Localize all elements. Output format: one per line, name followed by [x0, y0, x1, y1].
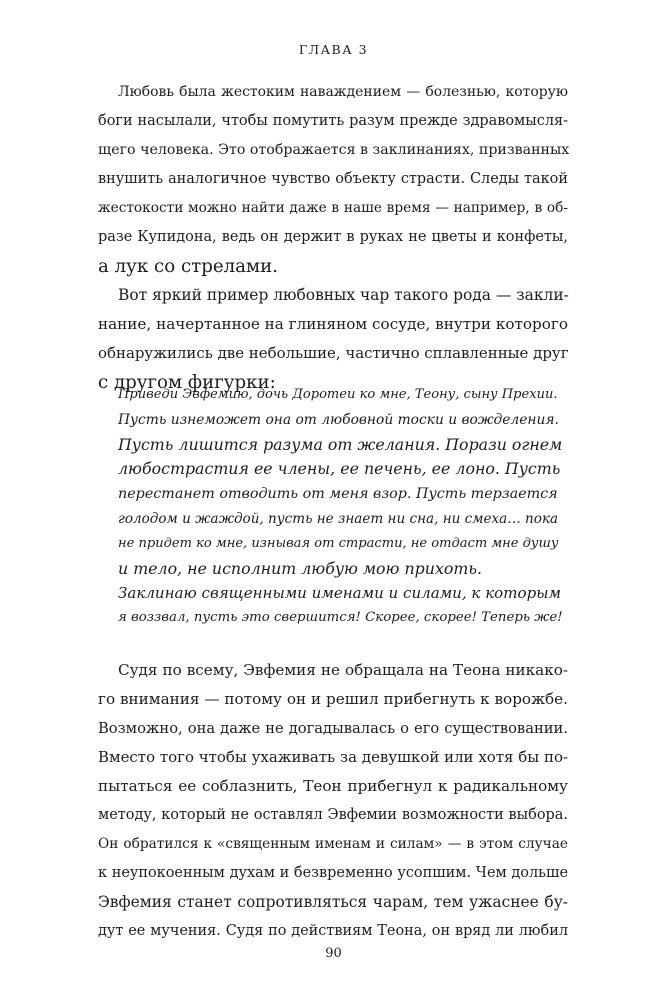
text-line: Возможно, она даже не догадывалась о его существовании. — [98, 720, 568, 737]
quote-line: голодом и жаждой, пусть не знает ни сна, ни смеха… пока — [118, 510, 559, 527]
text-line: боги насылали, чтобы помутить разум прежде здравомысля- — [98, 113, 568, 129]
text-line: жестокости можно найти даже в наше время — например, в об- — [98, 200, 568, 216]
text-line: с другом фигурки: — [98, 372, 276, 393]
text-line: Он обратился к «священным именам и силам» — в этом случае — [98, 836, 568, 852]
text-line: обнаружились две небольшие, частично сплавленные друг — [98, 344, 569, 362]
paragraph-2 — [98, 281, 568, 397]
paragraph-3 — [98, 656, 568, 946]
text-line: щего человека. Это отображается в заклинаниях, призванных — [98, 142, 570, 158]
text-line: к неупокоенным духам и безвременно усопшим. Чем дольше — [98, 865, 568, 881]
incantation-quote — [118, 383, 563, 631]
quote-line: Пусть лишится разума от желания. Порази огнем — [118, 434, 563, 454]
quote-line: Приведи Эвфемию, дочь Доротеи ко мне, Теону, сыну Прехии. — [118, 387, 558, 402]
text-line: дут ее мучения. Судя по действиям Теона, он вряд ли любил — [98, 923, 568, 939]
text-line: Вместо того чтобы ухаживать за девушкой или хотя бы по- — [98, 748, 568, 766]
text-line: внушить аналогичное чувство объекту страсти. Следы такой — [98, 171, 568, 187]
quote-line: перестанет отводить от меня взор. Пусть терзается — [118, 486, 558, 503]
text-line: методу, который не оставлял Эвфемии возможности выбора. — [98, 807, 568, 823]
quote-line: я воззвал, пусть это свершится! Скорее, скорее! Теперь же! — [118, 610, 563, 626]
quote-line: не придет ко мне, изнывая от страсти, не отдаст мне душу — [118, 535, 559, 551]
quote-line: Заклинаю священными именами и силами, к которым — [118, 584, 561, 603]
text-line: Судя по всему, Эвфемия не обращала на Теона никако- — [118, 661, 568, 679]
quote-line: любострастия ее члены, ее печень, ее лоно. Пусть — [118, 459, 561, 479]
quote-line: и тело, не исполнит любую мою прихоть. — [118, 558, 482, 578]
text-line: нание, начертанное на глиняном сосуде, внутри которого — [98, 315, 568, 333]
text-line: пытаться ее соблазнить, Теон прибегнул к радикальному — [98, 777, 568, 795]
text-line: разе Купидона, ведь он держит в руках не цветы и конфеты, — [98, 229, 568, 245]
text-line: го внимания — потому он и решил прибегнуть к ворожбе. — [98, 690, 568, 708]
text-line: Любовь была жестоким наваждением — болезнью, которую — [118, 84, 568, 100]
text-line: Вот яркий пример любовных чар такого рода — закли- — [118, 286, 569, 304]
text-line: а лук со стрелами. — [98, 256, 279, 277]
quote-line: Пусть изнеможет она от любовной тоски и вожделения. — [118, 411, 559, 428]
text-line: Эвфемия станет сопротивляться чарам, тем ужаснее бу- — [98, 893, 568, 911]
paragraph-1 — [98, 78, 568, 281]
chapter-header: ГЛАВА 3 — [298, 42, 369, 57]
page-number: 90 — [325, 946, 342, 961]
